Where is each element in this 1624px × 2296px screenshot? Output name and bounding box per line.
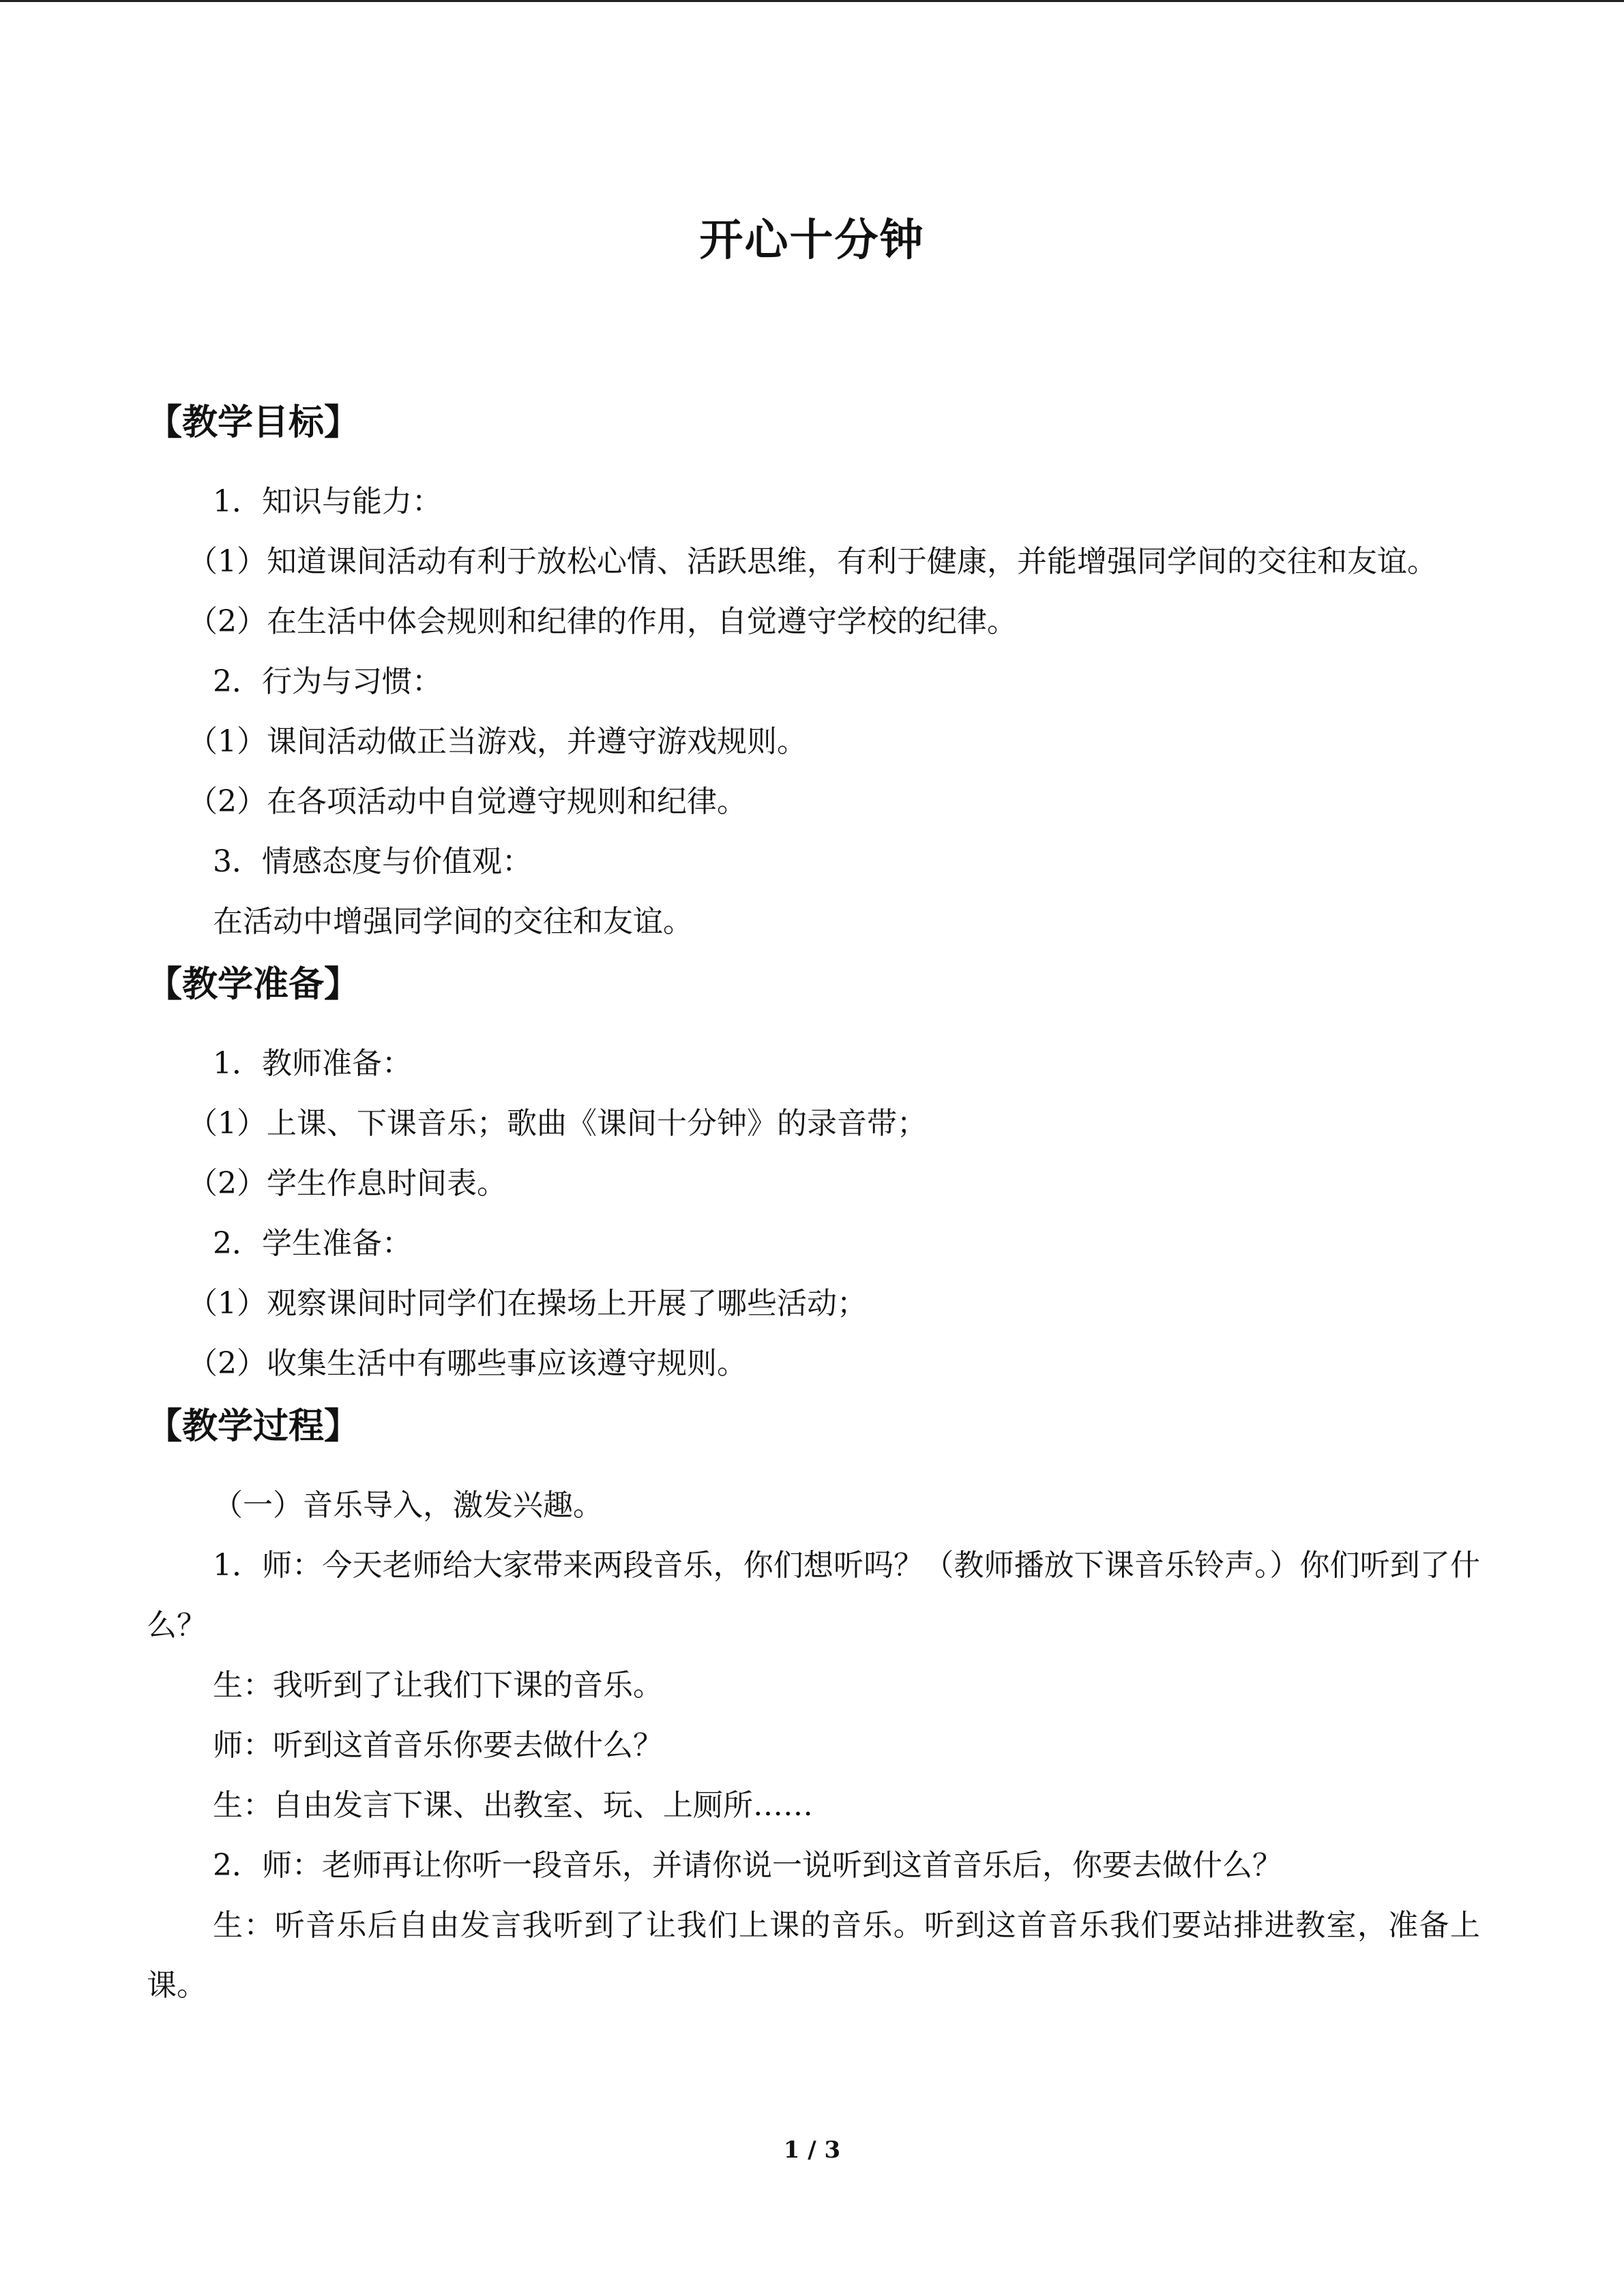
paragraph: 1．知识与能力： bbox=[213, 484, 442, 519]
section-heading: 【教学过程】 bbox=[147, 1405, 360, 1447]
paragraph: 师：听到这首音乐你要去做什么？ bbox=[213, 1728, 663, 1763]
section-teaching-objectives bbox=[147, 390, 1480, 952]
document-body bbox=[147, 390, 1480, 2016]
paragraph: （1）上课、下课音乐；歌曲《课间十分钟》的录音带； bbox=[188, 1106, 927, 1141]
paragraph: （2）在各项活动中自觉遵守规则和纪律。 bbox=[188, 784, 747, 819]
paragraph: 2．学生准备： bbox=[213, 1226, 412, 1261]
page-number: 1 / 3 bbox=[783, 2136, 841, 2164]
section-teaching-process bbox=[147, 1394, 1480, 2016]
paragraph: （1）知道课间活动有利于放松心情、活跃思维，有利于健康，并能增强同学间的交往和友谊。 bbox=[188, 544, 1437, 579]
section-teaching-preparation bbox=[147, 952, 1480, 1394]
document-title: 开心十分钟 bbox=[699, 215, 925, 266]
paragraph: （2）在生活中体会规则和纪律的作用，自觉遵守学校的纪律。 bbox=[188, 604, 1017, 639]
paragraph: （一）音乐导入，激发兴趣。 bbox=[213, 1488, 603, 1523]
paragraph: （2）收集生活中有哪些事应该遵守规则。 bbox=[188, 1346, 747, 1381]
paragraph: 1．师：今天老师给大家带来两段音乐，你们想听吗？（教师播放下课音乐铃声。）你们听到了什么？ bbox=[147, 1548, 1480, 1643]
paragraph: （1）观察课间时同学们在操场上开展了哪些活动； bbox=[188, 1286, 867, 1321]
paragraph: 2．师：老师再让你听一段音乐，并请你说一说听到这首音乐后，你要去做什么？ bbox=[213, 1848, 1282, 1883]
section-heading: 【教学目标】 bbox=[147, 402, 360, 443]
paragraph: 生：我听到了让我们下课的音乐。 bbox=[213, 1668, 663, 1703]
paragraph: 在活动中增强同学间的交往和友谊。 bbox=[213, 904, 693, 939]
paragraph: 2．行为与习惯： bbox=[213, 664, 442, 699]
paragraph: 1．教师准备： bbox=[213, 1046, 412, 1081]
section-heading: 【教学准备】 bbox=[147, 964, 360, 1005]
paragraph: （2）学生作息时间表。 bbox=[188, 1166, 507, 1201]
paragraph: 生：听音乐后自由发言我听到了让我们上课的音乐。听到这首音乐我们要站排进教室，准备上课。 bbox=[147, 1908, 1480, 2003]
paragraph: （1）课间活动做正当游戏，并遵守游戏规则。 bbox=[188, 724, 807, 759]
paragraph: 生：自由发言下课、出教室、玩、上厕所…… bbox=[213, 1788, 813, 1823]
paragraph: 3．情感态度与价值观： bbox=[213, 844, 532, 879]
